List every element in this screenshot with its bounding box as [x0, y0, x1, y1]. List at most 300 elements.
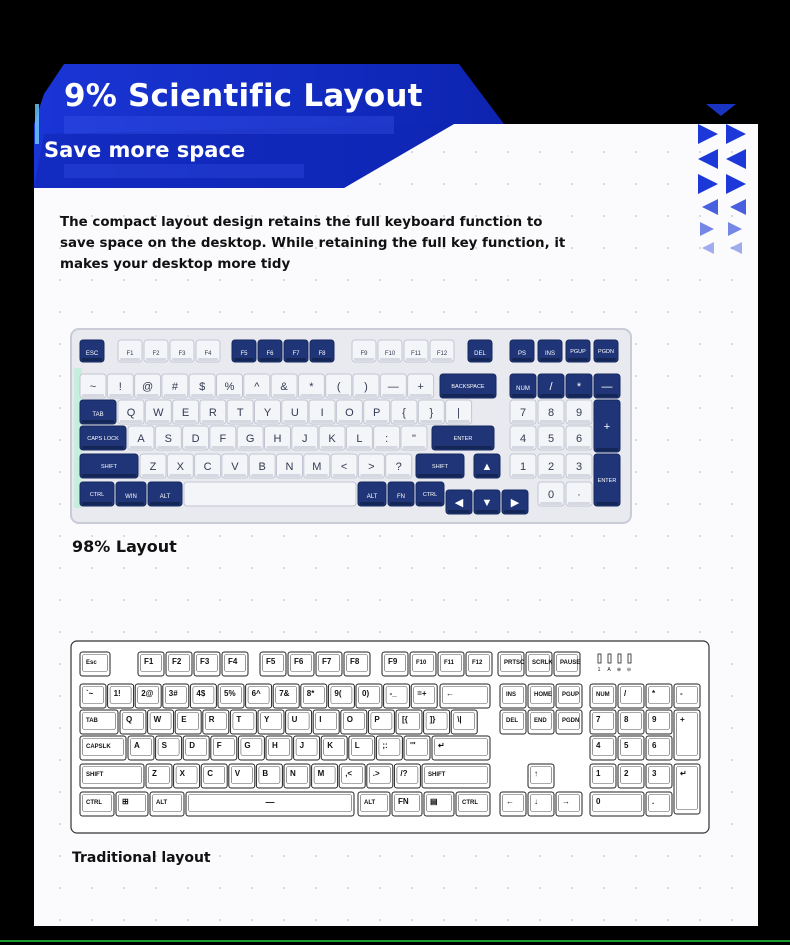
- svg-text:·: ·: [577, 489, 581, 501]
- key-98-shift: [80, 454, 138, 478]
- svg-text:%: %: [224, 381, 235, 393]
- key-98-alt: [358, 482, 386, 506]
- key-trad-symbol: [404, 736, 430, 760]
- svg-text:9(: 9(: [334, 689, 342, 698]
- svg-text:B: B: [258, 461, 266, 473]
- key-trad-symbol: [646, 684, 672, 708]
- svg-text:F9: F9: [388, 657, 398, 666]
- key-trad-symbol: [528, 764, 554, 788]
- key-98-symbol: [538, 374, 564, 398]
- key-98-y: [255, 400, 281, 424]
- svg-text:6^: 6^: [251, 689, 261, 698]
- svg-text:O: O: [345, 407, 354, 419]
- key-trad-q: [120, 710, 146, 734]
- key-trad-symbol: [500, 792, 526, 816]
- key-trad-f1: [138, 652, 164, 676]
- svg-text:F10: F10: [416, 660, 427, 666]
- key-trad-2: [135, 684, 161, 708]
- svg-text:↓: ↓: [534, 797, 538, 806]
- key-trad-y: [258, 710, 284, 734]
- key-trad-6: [646, 736, 672, 760]
- svg-text:NUM: NUM: [516, 386, 530, 392]
- svg-text:→: →: [562, 797, 570, 806]
- svg-text:E: E: [181, 715, 187, 724]
- key-98-symbol: [380, 374, 406, 398]
- key-trad-symbol: [367, 764, 393, 788]
- key-trad-symbol: [674, 684, 700, 708]
- svg-text:[{: [{: [402, 715, 408, 724]
- svg-text:Y: Y: [264, 715, 270, 724]
- key-98-spacebar: [184, 482, 356, 506]
- svg-text:/?: /?: [400, 769, 408, 778]
- svg-text:ALT: ALT: [159, 494, 171, 500]
- svg-text:E: E: [181, 407, 190, 419]
- key-trad-e: [175, 710, 201, 734]
- svg-text:V: V: [234, 769, 241, 778]
- page-title: 9% Scientific Layout: [64, 78, 423, 114]
- key-98-i: [309, 400, 335, 424]
- key-trad-c: [201, 764, 227, 788]
- key-98-f: [210, 426, 236, 450]
- key-98-0: [538, 482, 564, 506]
- svg-text:—: —: [265, 797, 275, 807]
- key-98-symbol: [401, 426, 427, 450]
- key-trad-4: [590, 736, 616, 760]
- svg-text:+: +: [603, 421, 611, 433]
- key-trad-1: [108, 684, 134, 708]
- svg-text:I: I: [320, 407, 324, 419]
- svg-text:5: 5: [624, 741, 629, 750]
- key-98-f1: [118, 340, 142, 362]
- key-98-shift: [416, 454, 464, 478]
- key-98-f9: [352, 340, 376, 362]
- svg-text:INS: INS: [506, 692, 517, 698]
- svg-text:SHIFT: SHIFT: [101, 464, 117, 470]
- key-98-symbol: [135, 374, 161, 398]
- key-98-symbol: [162, 374, 188, 398]
- svg-text:4: 4: [596, 741, 601, 750]
- key-trad-symbol: [451, 710, 477, 734]
- key-trad-symbol: [424, 710, 450, 734]
- svg-text:F4: F4: [228, 657, 238, 666]
- key-trad-0: [356, 684, 382, 708]
- svg-text:F8: F8: [350, 657, 360, 666]
- svg-text:J: J: [302, 433, 308, 445]
- svg-text:F3: F3: [178, 351, 186, 357]
- key-trad-o: [341, 710, 367, 734]
- key-98-symbol: [594, 400, 620, 452]
- svg-text:PS: PS: [517, 351, 527, 357]
- key-trad-8: [301, 684, 327, 708]
- svg-text:A: A: [137, 433, 145, 445]
- key-trad-ins: [500, 684, 526, 708]
- svg-text:DEL: DEL: [506, 718, 518, 724]
- svg-text:⊕: ⊕: [616, 667, 622, 673]
- svg-text:I: I: [319, 715, 322, 724]
- svg-text:INS: INS: [544, 351, 556, 357]
- svg-text:9: 9: [575, 407, 583, 419]
- key-trad-symbol: [556, 792, 582, 816]
- svg-text:—: —: [387, 381, 399, 393]
- key-98-v: [222, 454, 248, 478]
- svg-text:▶: ▶: [510, 497, 520, 509]
- svg-text:Z: Z: [149, 461, 157, 473]
- svg-text:,<: ,<: [345, 769, 353, 778]
- key-98-s: [155, 426, 181, 450]
- svg-text:2: 2: [547, 461, 555, 473]
- key-98-enter: [594, 454, 620, 506]
- key-trad-f5: [260, 652, 286, 676]
- key-trad-symbol: [424, 792, 454, 816]
- key-trad-a: [128, 736, 154, 760]
- key-trad-5: [218, 684, 244, 708]
- key-98-ins: [538, 340, 562, 362]
- key-98-w: [145, 400, 171, 424]
- key-98-4: [510, 426, 536, 450]
- svg-text:F7: F7: [322, 657, 332, 666]
- key-trad-0: [590, 792, 644, 816]
- svg-text:ALT: ALT: [364, 800, 376, 806]
- key-trad-b: [256, 764, 282, 788]
- svg-text:END: END: [534, 718, 547, 724]
- svg-text:3#: 3#: [168, 689, 178, 698]
- svg-text:G: G: [244, 741, 251, 750]
- svg-text:Q: Q: [126, 715, 133, 724]
- svg-text:?: ?: [395, 461, 402, 473]
- svg-text:—: —: [601, 381, 613, 393]
- svg-text:P: P: [373, 407, 381, 419]
- key-98-f2: [144, 340, 168, 362]
- svg-text:Esc: Esc: [86, 660, 97, 666]
- svg-text:CTRL: CTRL: [89, 492, 105, 498]
- svg-text:5%: 5%: [224, 689, 236, 698]
- key-trad-alt: [358, 792, 390, 816]
- svg-text:1!: 1!: [113, 689, 121, 698]
- svg-text:F5: F5: [266, 657, 276, 666]
- key-trad-symbol: [528, 792, 554, 816]
- key-98-f11: [404, 340, 428, 362]
- svg-text:H: H: [272, 741, 278, 750]
- svg-text:0: 0: [596, 797, 601, 806]
- svg-text:F9: F9: [360, 351, 368, 357]
- svg-text:U: U: [290, 407, 299, 419]
- svg-text:.>: .>: [372, 769, 380, 778]
- svg-text:ALT: ALT: [156, 800, 168, 806]
- svg-text:F11: F11: [411, 351, 421, 357]
- key-trad-num: [590, 684, 616, 708]
- svg-text:F8: F8: [318, 351, 326, 357]
- svg-text:PGUP: PGUP: [570, 349, 586, 355]
- svg-text:X: X: [179, 769, 185, 778]
- page-subtitle: Save more space: [44, 138, 246, 162]
- svg-text:PGUP: PGUP: [562, 692, 580, 698]
- svg-text:@: @: [142, 381, 154, 393]
- key-trad-symbol: [646, 792, 672, 816]
- key-trad-symbol: [674, 764, 700, 814]
- svg-text:F: F: [219, 433, 227, 445]
- key-trad-j: [294, 736, 320, 760]
- svg-text:/: /: [549, 381, 553, 393]
- svg-text:FN: FN: [398, 797, 409, 806]
- svg-text:TAB: TAB: [92, 412, 104, 418]
- key-trad-f9: [382, 652, 408, 676]
- key-98-symbol: [80, 374, 106, 398]
- svg-text:4: 4: [519, 433, 527, 445]
- key-98-symbol: [353, 374, 379, 398]
- key-98-d: [183, 426, 209, 450]
- svg-text:5: 5: [547, 433, 555, 445]
- key-98-j: [292, 426, 318, 450]
- key-trad-r: [203, 710, 229, 734]
- key-98-symbol: [271, 374, 297, 398]
- key-trad-f10: [410, 652, 436, 676]
- key-98-z: [140, 454, 166, 478]
- key-trad-f4: [222, 652, 248, 676]
- key-98-o: [336, 400, 362, 424]
- svg-text:W: W: [153, 715, 162, 724]
- svg-text:K: K: [327, 741, 333, 750]
- key-trad-z: [146, 764, 172, 788]
- key-trad-symbol: [432, 736, 490, 760]
- key-98-symbol: [298, 374, 324, 398]
- svg-text:S: S: [161, 741, 167, 750]
- svg-text:T: T: [236, 715, 242, 724]
- svg-text:M: M: [317, 769, 325, 778]
- key-98-a: [128, 426, 154, 450]
- key-98-symbol: [189, 374, 215, 398]
- svg-text:J: J: [299, 741, 305, 750]
- svg-text:A: A: [607, 667, 611, 673]
- key-98-symbol: [566, 482, 592, 506]
- key-98-symbol: [502, 490, 528, 514]
- svg-text:|: |: [457, 407, 461, 419]
- key-trad-v: [229, 764, 255, 788]
- svg-text:N: N: [290, 769, 296, 778]
- key-trad-fn: [392, 792, 422, 816]
- svg-text:D: D: [191, 433, 200, 445]
- key-trad-m: [312, 764, 338, 788]
- svg-text:A: A: [134, 741, 140, 750]
- svg-text:#: #: [171, 381, 178, 393]
- key-trad-w: [148, 710, 174, 734]
- key-trad-tab: [80, 710, 118, 734]
- svg-text:'": '": [410, 741, 416, 750]
- svg-text:}: }: [429, 407, 434, 419]
- key-trad-shift: [422, 764, 490, 788]
- key-98-f3: [170, 340, 194, 362]
- key-98-ctrl: [80, 482, 114, 506]
- key-trad-s: [156, 736, 182, 760]
- svg-text:(: (: [336, 381, 341, 393]
- key-98-e: [173, 400, 199, 424]
- key-trad-symbol: [80, 684, 106, 708]
- svg-text:): ): [364, 381, 368, 393]
- key-98-b: [249, 454, 275, 478]
- key-trad-h: [266, 736, 292, 760]
- svg-text:▲: ▲: [481, 461, 493, 473]
- key-trad-f3: [194, 652, 220, 676]
- key-98-1: [510, 454, 536, 478]
- key-trad-f11: [438, 652, 464, 676]
- key-trad-8: [618, 710, 644, 734]
- key-98-symbol: [566, 374, 592, 398]
- svg-text:{: {: [402, 407, 406, 419]
- key-trad-pause: [554, 652, 580, 676]
- key-trad-prtsc: [498, 652, 525, 676]
- key-98-8: [538, 400, 564, 424]
- key-98-ctrl: [416, 482, 444, 506]
- svg-text:6: 6: [652, 741, 657, 750]
- svg-text:;:: ;:: [382, 741, 388, 750]
- svg-text:2: 2: [624, 769, 629, 778]
- key-98-symbol: [446, 400, 472, 424]
- key-trad-end: [528, 710, 554, 734]
- svg-text:SHIFT: SHIFT: [86, 772, 104, 778]
- svg-text::: :: [385, 433, 389, 445]
- key-98-alt: [148, 482, 182, 506]
- svg-text:-: -: [680, 689, 683, 698]
- svg-text:↑: ↑: [534, 769, 538, 778]
- bottom-accent-line: [0, 940, 790, 942]
- svg-text:←: ←: [506, 797, 514, 806]
- svg-text:D: D: [189, 741, 195, 750]
- key-98-x: [167, 454, 193, 478]
- svg-text:↵: ↵: [680, 769, 687, 778]
- key-trad-f6: [288, 652, 314, 676]
- svg-text:NUM: NUM: [596, 692, 610, 698]
- svg-text:G: G: [245, 433, 255, 445]
- key-98-esc: [80, 340, 104, 362]
- key-trad-7: [590, 710, 616, 734]
- svg-text:7&: 7&: [279, 689, 290, 698]
- svg-text:=+: =+: [417, 689, 427, 698]
- svg-text:▼: ▼: [481, 497, 493, 509]
- svg-text:PAUSE: PAUSE: [560, 660, 581, 666]
- svg-text:↵: ↵: [438, 741, 445, 750]
- key-trad-f7: [316, 652, 342, 676]
- key-98-symbol: [391, 400, 417, 424]
- key-trad-5: [618, 736, 644, 760]
- svg-text:F3: F3: [200, 657, 210, 666]
- svg-text:P: P: [374, 715, 380, 724]
- key-trad-3: [646, 764, 672, 788]
- key-98-num: [510, 374, 536, 398]
- svg-text:R: R: [208, 715, 215, 724]
- svg-text:HOME: HOME: [534, 692, 552, 698]
- svg-text:1: 1: [596, 769, 601, 778]
- svg-text:9: 9: [652, 715, 657, 724]
- key-trad-f12: [466, 652, 492, 676]
- key-trad-shift: [80, 764, 144, 788]
- svg-text:+: +: [417, 381, 424, 393]
- svg-text:3: 3: [575, 461, 583, 473]
- key-trad-f: [211, 736, 237, 760]
- svg-text:CTRL: CTRL: [86, 800, 102, 806]
- key-trad-d: [183, 736, 209, 760]
- key-trad-7: [273, 684, 299, 708]
- key-98-7: [510, 400, 536, 424]
- svg-text:^: ^: [254, 381, 260, 393]
- key-trad-k: [321, 736, 347, 760]
- svg-text:*: *: [576, 381, 582, 393]
- key-98-u: [282, 400, 308, 424]
- key-trad-x: [174, 764, 200, 788]
- key-98-enter: [432, 426, 494, 450]
- key-98-win: [116, 482, 146, 506]
- svg-text:": ": [412, 433, 416, 445]
- svg-text:`~: `~: [86, 689, 94, 698]
- key-trad-alt: [150, 792, 184, 816]
- svg-text:Y: Y: [263, 407, 272, 419]
- key-98-caps-lock: [80, 426, 126, 450]
- key-98-symbol: [474, 454, 500, 478]
- key-trad-symbol: [396, 710, 422, 734]
- keyboard-98-layout-image: [70, 328, 632, 524]
- key-trad-9: [646, 710, 672, 734]
- svg-text:CTRL: CTRL: [422, 492, 438, 498]
- svg-text:F2: F2: [152, 351, 160, 357]
- svg-text:W: W: [153, 407, 164, 419]
- svg-text:⊖: ⊖: [626, 667, 632, 673]
- key-trad-6: [246, 684, 272, 708]
- key-trad-l: [349, 736, 375, 760]
- key-trad-symbol: [384, 684, 410, 708]
- svg-text:SHIFT: SHIFT: [428, 772, 446, 778]
- svg-text:S: S: [164, 433, 172, 445]
- layout-98-label: 98% Layout: [72, 537, 177, 556]
- svg-text:M: M: [312, 461, 322, 473]
- key-trad-f2: [166, 652, 192, 676]
- key-98-l: [346, 426, 372, 450]
- key-trad-symbol: [440, 684, 490, 708]
- svg-text:~: ~: [89, 381, 97, 393]
- svg-text:WIN: WIN: [125, 494, 137, 500]
- key-98-6: [566, 426, 592, 450]
- svg-text:-_: -_: [389, 689, 397, 698]
- svg-text:7: 7: [596, 715, 601, 724]
- svg-text:6: 6: [575, 433, 583, 445]
- key-trad-pgdn: [556, 710, 582, 734]
- key-98-g: [237, 426, 263, 450]
- key-98-tab: [80, 400, 116, 424]
- svg-text:8*: 8*: [306, 689, 315, 698]
- svg-text:FN: FN: [397, 494, 405, 500]
- svg-text:B: B: [262, 769, 269, 778]
- svg-text:F7: F7: [292, 351, 300, 357]
- key-98-symbol: [326, 374, 352, 398]
- svg-text:0: 0: [547, 489, 555, 501]
- key-98-pgup: [566, 340, 590, 362]
- svg-text:PRTSC: PRTSC: [504, 660, 525, 666]
- key-trad-4: [190, 684, 216, 708]
- key-trad-symbol: [116, 792, 148, 816]
- svg-text:R: R: [208, 407, 217, 419]
- key-trad-t: [230, 710, 256, 734]
- key-98-f5: [232, 340, 256, 362]
- svg-text:]}: ]}: [429, 715, 436, 724]
- svg-text:!: !: [118, 381, 122, 393]
- svg-text:$: $: [199, 381, 206, 393]
- svg-text:←: ←: [446, 689, 454, 698]
- svg-text:V: V: [231, 461, 239, 473]
- key-trad-1: [590, 764, 616, 788]
- layout-traditional-label: Traditional layout: [72, 850, 211, 866]
- svg-text:F10: F10: [384, 351, 396, 357]
- key-98-q: [118, 400, 144, 424]
- key-trad-symbol: [339, 764, 365, 788]
- svg-text:ALT: ALT: [366, 494, 378, 500]
- svg-text:T: T: [236, 407, 244, 419]
